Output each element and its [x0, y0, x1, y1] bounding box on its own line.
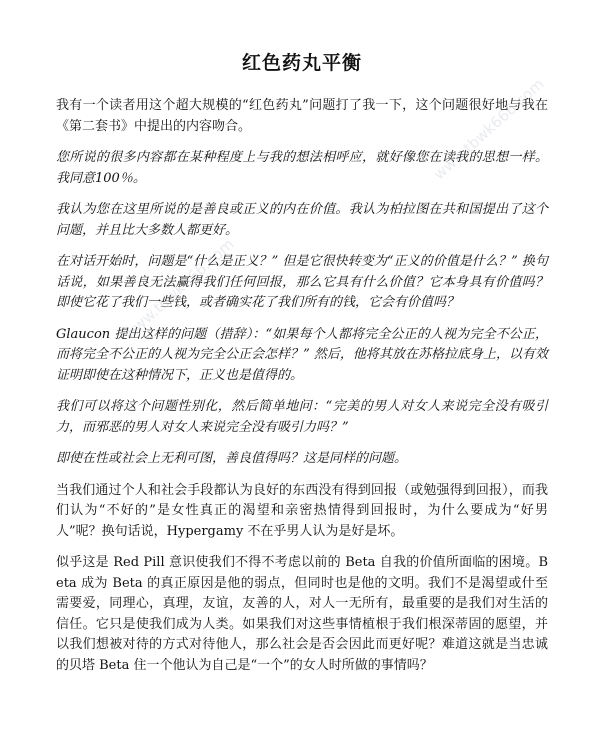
watermark-text: www.tbwk666.com: [120, 234, 238, 344]
paragraph-quote-gender: 我们可以将这个问题性别化，然后简单地问：“完美的男人对女人来说完全没有吸引力，而邪恶的男人对女人来说完全没有吸引力吗？”: [56, 399, 548, 435]
document-page: [56, 50, 548, 687]
paragraph-intro: 我有一个读者用这个超大规模的“红色药丸”问题打了我一下，这个问题很好地与我在《第二套书》中提出的内容吻合。: [56, 98, 548, 134]
paragraph-quote-plato: 我认为您在这里所说的是善良或正义的内在价值。我认为柏拉图在共和国提出了这个问题，并且比大多数人都更好。: [56, 202, 548, 238]
paragraph-quote-glaucon: Glaucon 提出这样的问题（措辞）：“如果每个人都将完全公正的人视为完全不公正，而将完全不公正的人视为完全公正会怎样？” 然后，他将其放在苏格拉底身上，以有效证明即使在这种情况下，正义也是值得的。: [56, 326, 548, 383]
watermark-text-secondary: www.tbwk666.com: [430, 74, 548, 184]
paragraph-hypergamy: 当我们通过个人和社会手段都认为良好的东西没有得到回报（或勉强得到回报），而我们认为“不好的”是女性真正的渴望和亲密热情得到回报时，为什么要成为“好男人”呢？换句话说，Hypergamy 不在乎男人认为是好是坏。: [56, 482, 548, 539]
paragraph-quote-justice: 在对话开始时，问题是“什么是正义？” 但是它很快转变为“正义的价值是什么？” 换句话说，如果善良无法赢得我们任何回报，那么它具有什么价值？它本身具有价值吗？即使它花了我们一些钱，或者确实花了我们所有的钱，它会有价值吗？: [56, 254, 548, 310]
paragraph-beta-dilemma: 似乎这是 Red Pill 意识使我们不得不考虑以前的 Beta 自我的价值所面临的困境。Beta 成为 Beta 的真正原因是他的弱点，但同时也是他的文明。我们不是渴望或什至需要爱，同理心，真理，友谊，友善的人，对人一无所有，最重要的是我们对生活的信任。它只是使我们成为人类。如果我们对这些事情植根于我们根深蒂固的愿望，并以我们想被对待的方式对待他人，那么社会是否会因此而更好呢？难道这就是当忠诚的贝塔 Beta 住一个他认为自己是“一个”的女人时所做的事情吗？: [56, 555, 548, 673]
paragraph-quote-same-question: 即使在性或社会上无利可图，善良值得吗？这是同样的问题。: [56, 451, 408, 466]
document-title: 红色药丸平衡: [241, 52, 362, 74]
paragraph-quote-agree: 您所说的很多内容都在某种程度上与我的想法相呼应，就好像您在读我的思想一样。我同意100％。: [56, 150, 548, 186]
